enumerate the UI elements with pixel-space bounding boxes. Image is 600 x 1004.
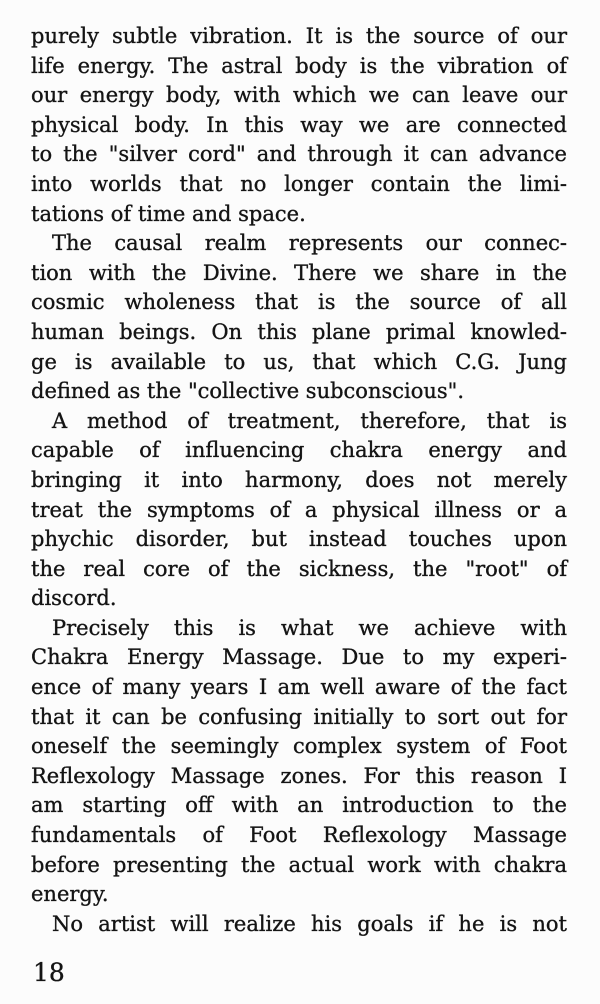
text-line: fundamentals of Foot Reflexology Massage [31, 823, 567, 848]
text-line: purely subtle vibration. It is the source of our [31, 24, 567, 48]
text-line: treat the symptoms of a physical illness or a [31, 497, 567, 522]
text-line: into worlds that no longer contain the limi- [31, 171, 567, 196]
paragraph [31, 22, 567, 229]
text-line: Precisely this is what we achieve with [52, 615, 567, 640]
text-line: before presenting the actual work with chakra [31, 852, 567, 877]
text-line: human beings. On this plane primal knowled- [31, 319, 567, 344]
text-line: life energy. The astral body is the vibration of [31, 53, 567, 78]
text-line: the real core of the sickness, the "root" of [31, 556, 567, 581]
paragraph [31, 614, 567, 910]
text-line: energy. [31, 882, 109, 907]
text-line: defined as the "collective subconscious". [31, 379, 465, 404]
text-line: capable of influencing chakra energy and [31, 438, 567, 463]
text-line: physical body. In this way we are connected [31, 112, 567, 137]
paragraph [31, 910, 567, 940]
text-line: cosmic wholeness that is the source of all [31, 290, 567, 315]
text-line: No artist will realize his goals if he is not [52, 911, 567, 936]
text-line: discord. [31, 586, 117, 611]
text-line: Reflexology Massage zones. For this reason I [31, 763, 567, 788]
text-line: ge is available to us, that which C.G. Jung [31, 349, 567, 374]
text-line: tion with the Divine. There we share in the [31, 260, 567, 285]
text-line: bringing it into harmony, does not merely [31, 467, 567, 492]
paragraph [31, 407, 567, 614]
text-line: our energy body, with which we can leave our [31, 83, 567, 108]
text-line: phychic disorder, but instead touches upon [31, 527, 567, 552]
text-line: to the "silver cord" and through it can advance [31, 142, 567, 167]
paragraph [31, 229, 567, 407]
text-line: oneself the seemingly complex system of Foot [31, 734, 567, 759]
text-line: Chakra Energy Massage. Due to my experi- [31, 645, 567, 670]
text-line: am starting off with an introduction to the [31, 793, 567, 818]
page-number: 18 [33, 958, 65, 987]
text-line: A method of treatment, therefore, that is [52, 408, 567, 433]
text-line: tations of time and space. [31, 201, 306, 226]
text-line: ence of many years I am well aware of the fact [31, 675, 567, 700]
text-line: that it can be confusing initially to sort out for [31, 704, 567, 729]
text-block [31, 22, 567, 939]
text-line: The causal realm represents our connec- [52, 231, 567, 256]
